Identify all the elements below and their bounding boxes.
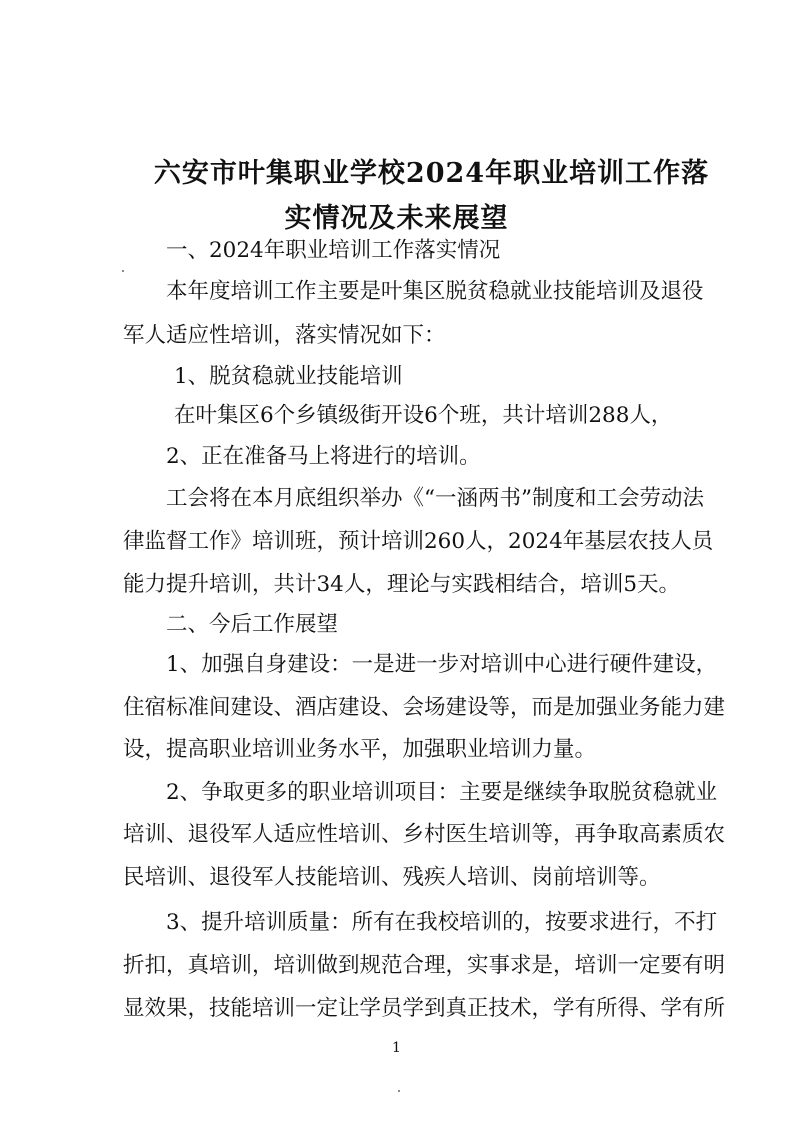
paragraph-line: 2、争取更多的职业培训项目：主要是继续争取脱贫稳就业 <box>166 780 718 805</box>
paragraph-line: 民培训、退役军人技能培训、残疾人培训、岗前培训等。 <box>123 865 661 890</box>
paragraph-line: 1、加强自身建设：一是进一步对培训中心进行硬件建设， <box>166 652 718 677</box>
page-number: 1 <box>392 1040 401 1056</box>
paragraph-line: 3、提升培训质量：所有在我校培训的，按要求进行，不打 <box>166 910 718 935</box>
section-heading-1: 一、2024年职业培训工作落实情况 <box>166 238 501 263</box>
paragraph-line: 设，提高职业培训业务水平，加强职业培训力量。 <box>123 737 597 762</box>
title-line-1: 六安市叶集职业学校2024年职业培训工作落 <box>153 158 710 189</box>
scan-speck <box>122 270 124 272</box>
paragraph-line: 工会将在本月底组织举办《“一涵两书”制度和工会劳动法 <box>166 486 704 511</box>
paragraph-line: 住宿标准间建设、酒店建设、会场建设等，而是加强业务能力建 <box>123 695 726 720</box>
paragraph-line: 显效果，技能培训一定让学员学到真正技术，学有所得、学有所 <box>123 996 726 1021</box>
scan-speck <box>398 1090 400 1092</box>
subheading: 2、正在准备马上将进行的培训。 <box>166 444 481 469</box>
paragraph-line: 培训、退役军人适应性培训、乡村医生培训等，再争取高素质农 <box>123 822 726 847</box>
paragraph-line: 本年度培训工作主要是叶集区脱贫稳就业技能培训及退役 <box>166 279 704 304</box>
title-line-2: 实情况及未来展望 <box>284 203 509 234</box>
subheading: 1、脱贫稳就业技能培训 <box>174 364 403 389</box>
paragraph-line: 军人适应性培训，落实情况如下： <box>123 323 446 348</box>
paragraph-line: 能力提升培训，共计34人，理论与实践相结合，培训5天。 <box>123 572 681 597</box>
section-heading-2: 二、今后工作展望 <box>166 612 339 637</box>
paragraph-line: 在叶集区6个乡镇级街开设6个班，共计培训288人， <box>174 403 673 428</box>
paragraph-line: 折扣，真培训，培训做到规范合理，实事求是，培训一定要有明 <box>123 953 726 978</box>
paragraph-line: 律监督工作》培训班，预计培训260人，2024年基层农技人员 <box>123 529 714 554</box>
